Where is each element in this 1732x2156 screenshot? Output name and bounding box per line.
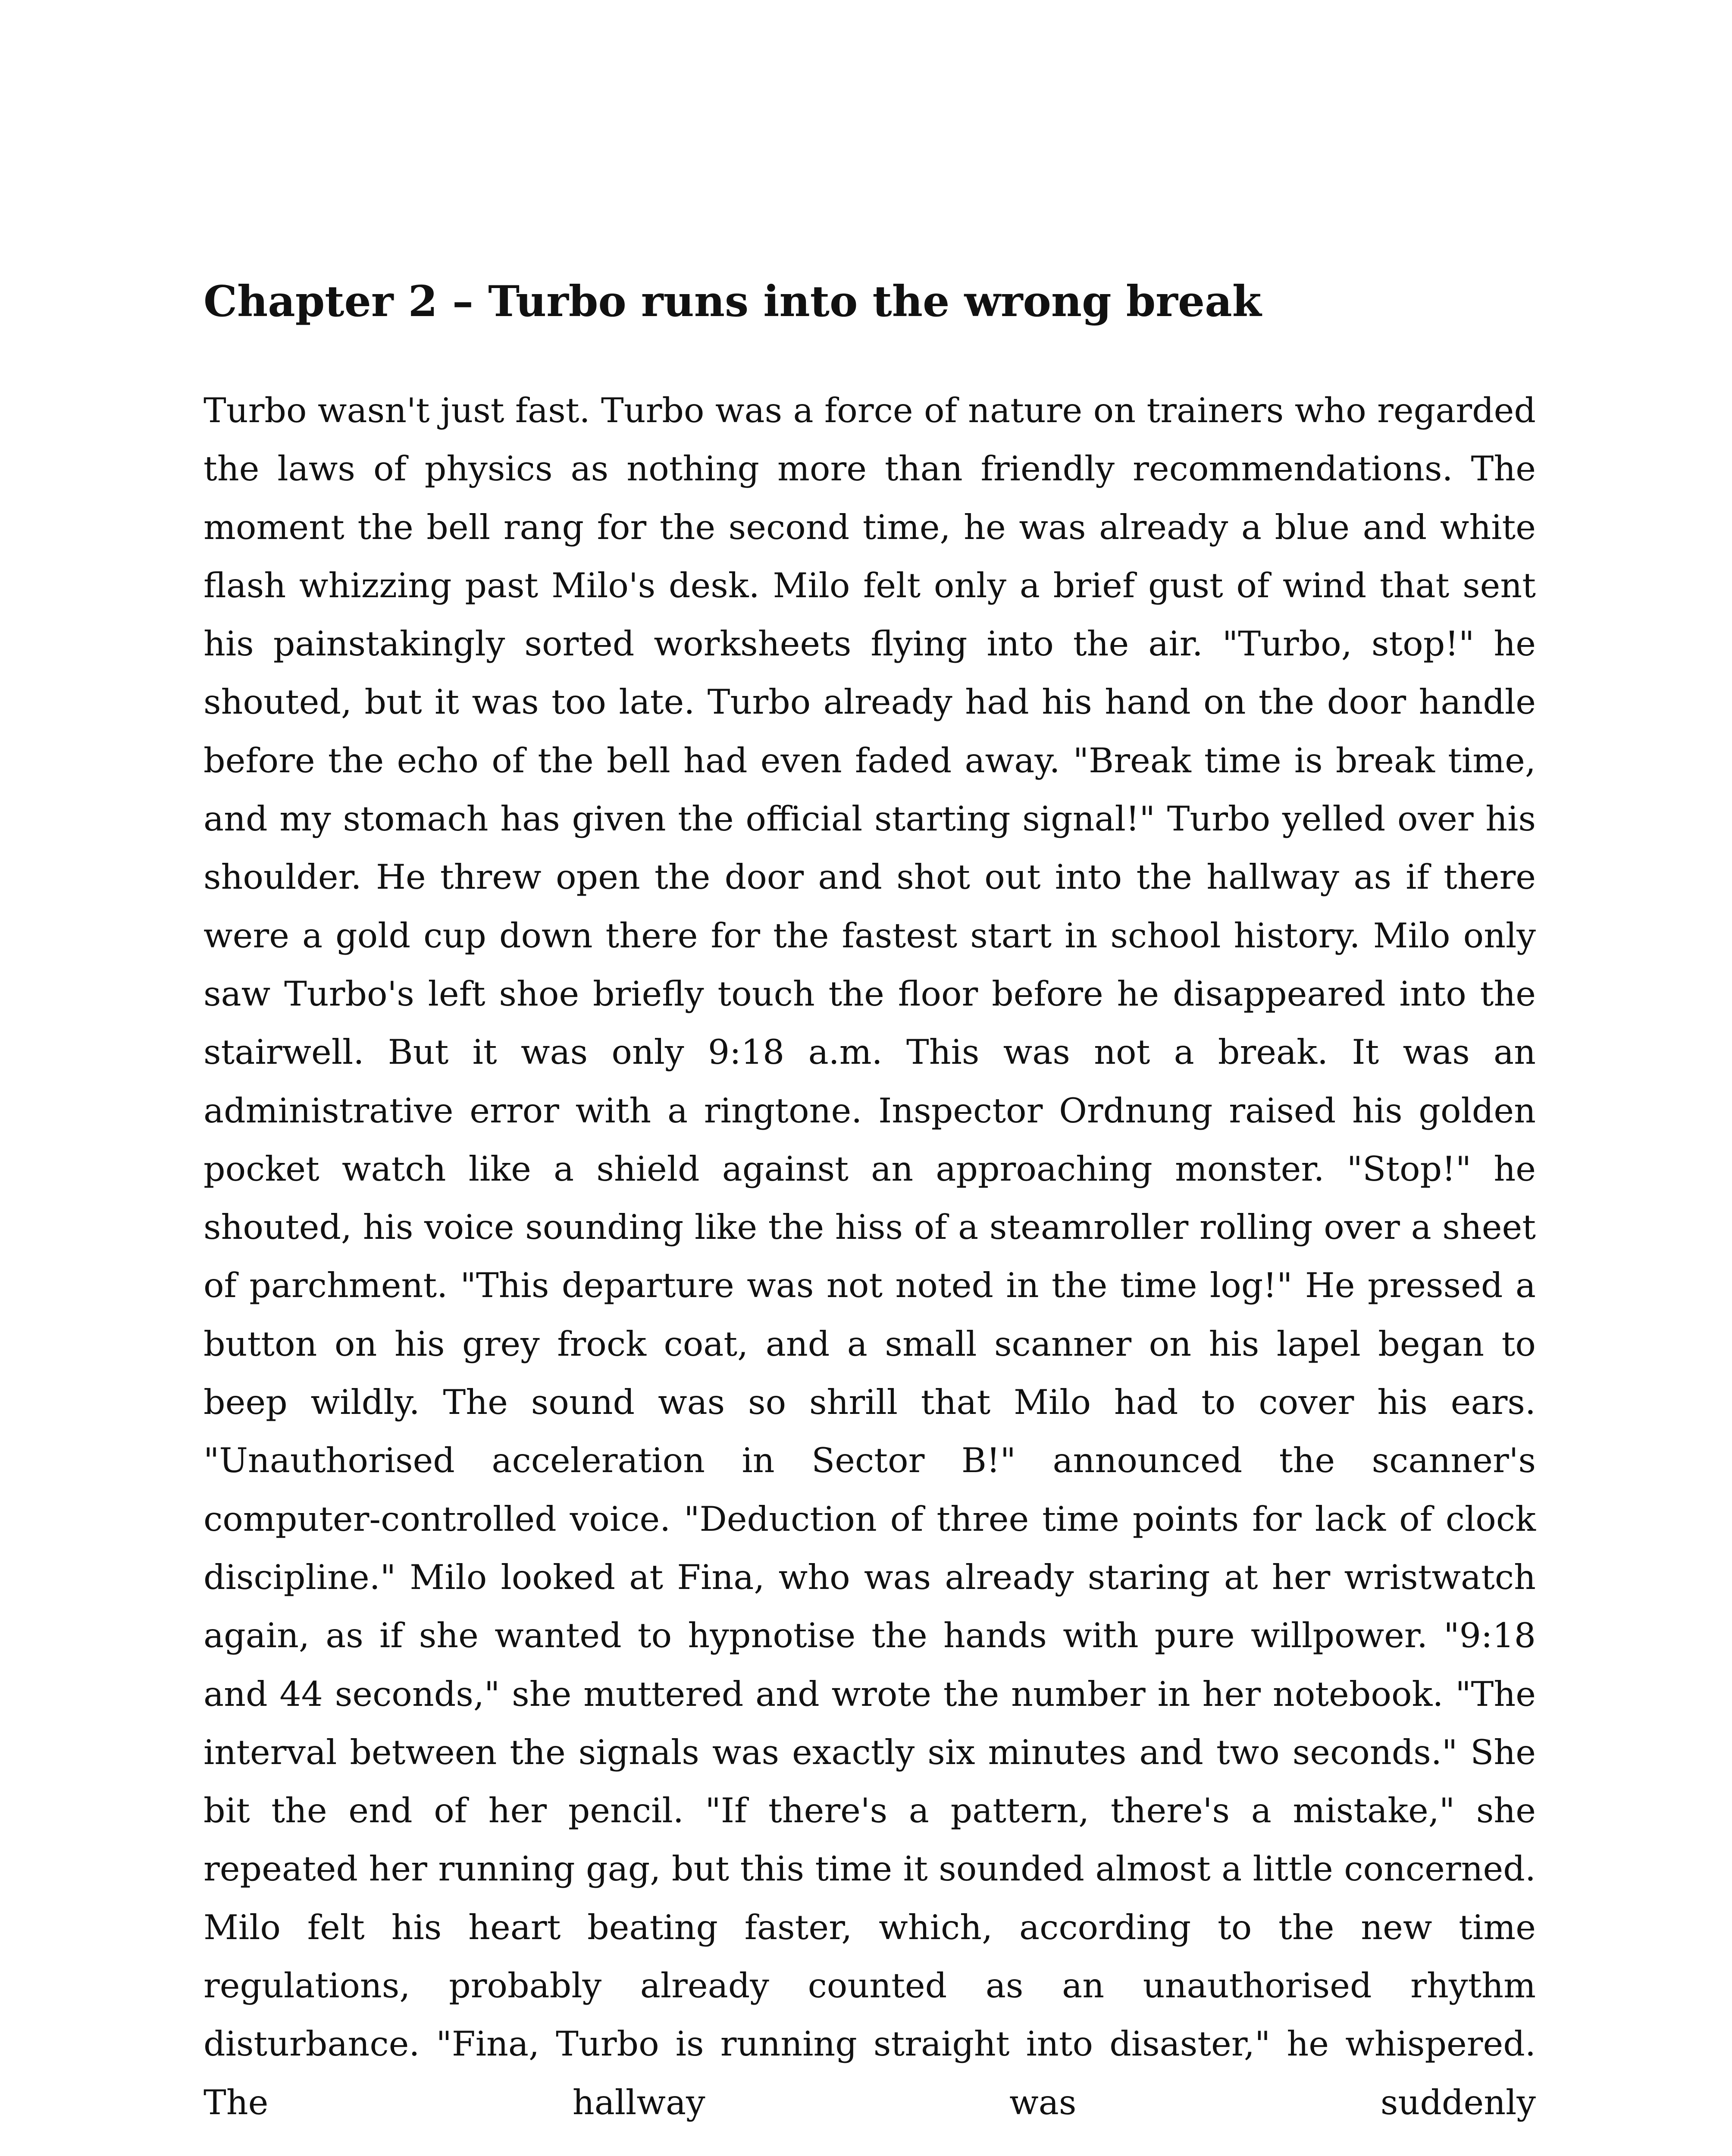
chapter-title: Chapter 2 – Turbo runs into the wrong break: [204, 277, 1262, 326]
body-paragraph: Turbo wasn't just fast. Turbo was a force of nature on trainers who regarded the laws of physics as nothing more than friendly recommendations. The moment the bell rang for the second time, he was already a blue and white flash whizzing past Milo's desk. Milo felt only a brief gust of wind that sent his painstakingly sorted worksheets flying into the air. "Turbo, stop!" he shouted, but it was too late. Turbo already had his hand on the door handle before the echo of the bell had even faded away. "Break time is break time, and my stomach has given the official starting signal!" Turbo yelled over his shoulder. He threw open the door and shot out into the hallway as if there were a gold cup down there for the fastest start in school history. Milo only saw Turbo's left shoe briefly touch the floor before he disappeared into the stairwell. But it was only 9:18 a.m. This was not a break. It was an administrative error with a ringtone. Inspector Ordnung raised his golden pocket watch like a shield against an approaching monster. "Stop!" he shouted, his voice sounding like the hiss of a steamroller rolling over a sheet of parchment. "This departure was not noted in the time log!" He pressed a button on his grey frock coat, and a small scanner on his lapel began to beep wildly. The sound was so shrill that Milo had to cover his ears. "Unauthorised acceleration in Sector B!" announced the scanner's computer-controlled voice. "Deduction of three time points for lack of clock discipline." Milo looked at Fina, who was already staring at her wristwatch again, as if she wanted to hypnotise the hands with pure willpower. "9:18 and 44 seconds," she muttered and wrote the number in her notebook. "The interval between the signals was exactly six minutes and two seconds." She bit the end of her pencil. "If there's a pattern, there's a mistake," she repeated her running gag, but this time it sounded almost a little concerned. Milo felt his heart beating faster, which, according to the new time regulations, probably already counted as an unauthorised rhythm disturbance. "Fina, Turbo is running straight into disaster," he whispered. The hallway was suddenly: [204, 391, 1536, 2122]
